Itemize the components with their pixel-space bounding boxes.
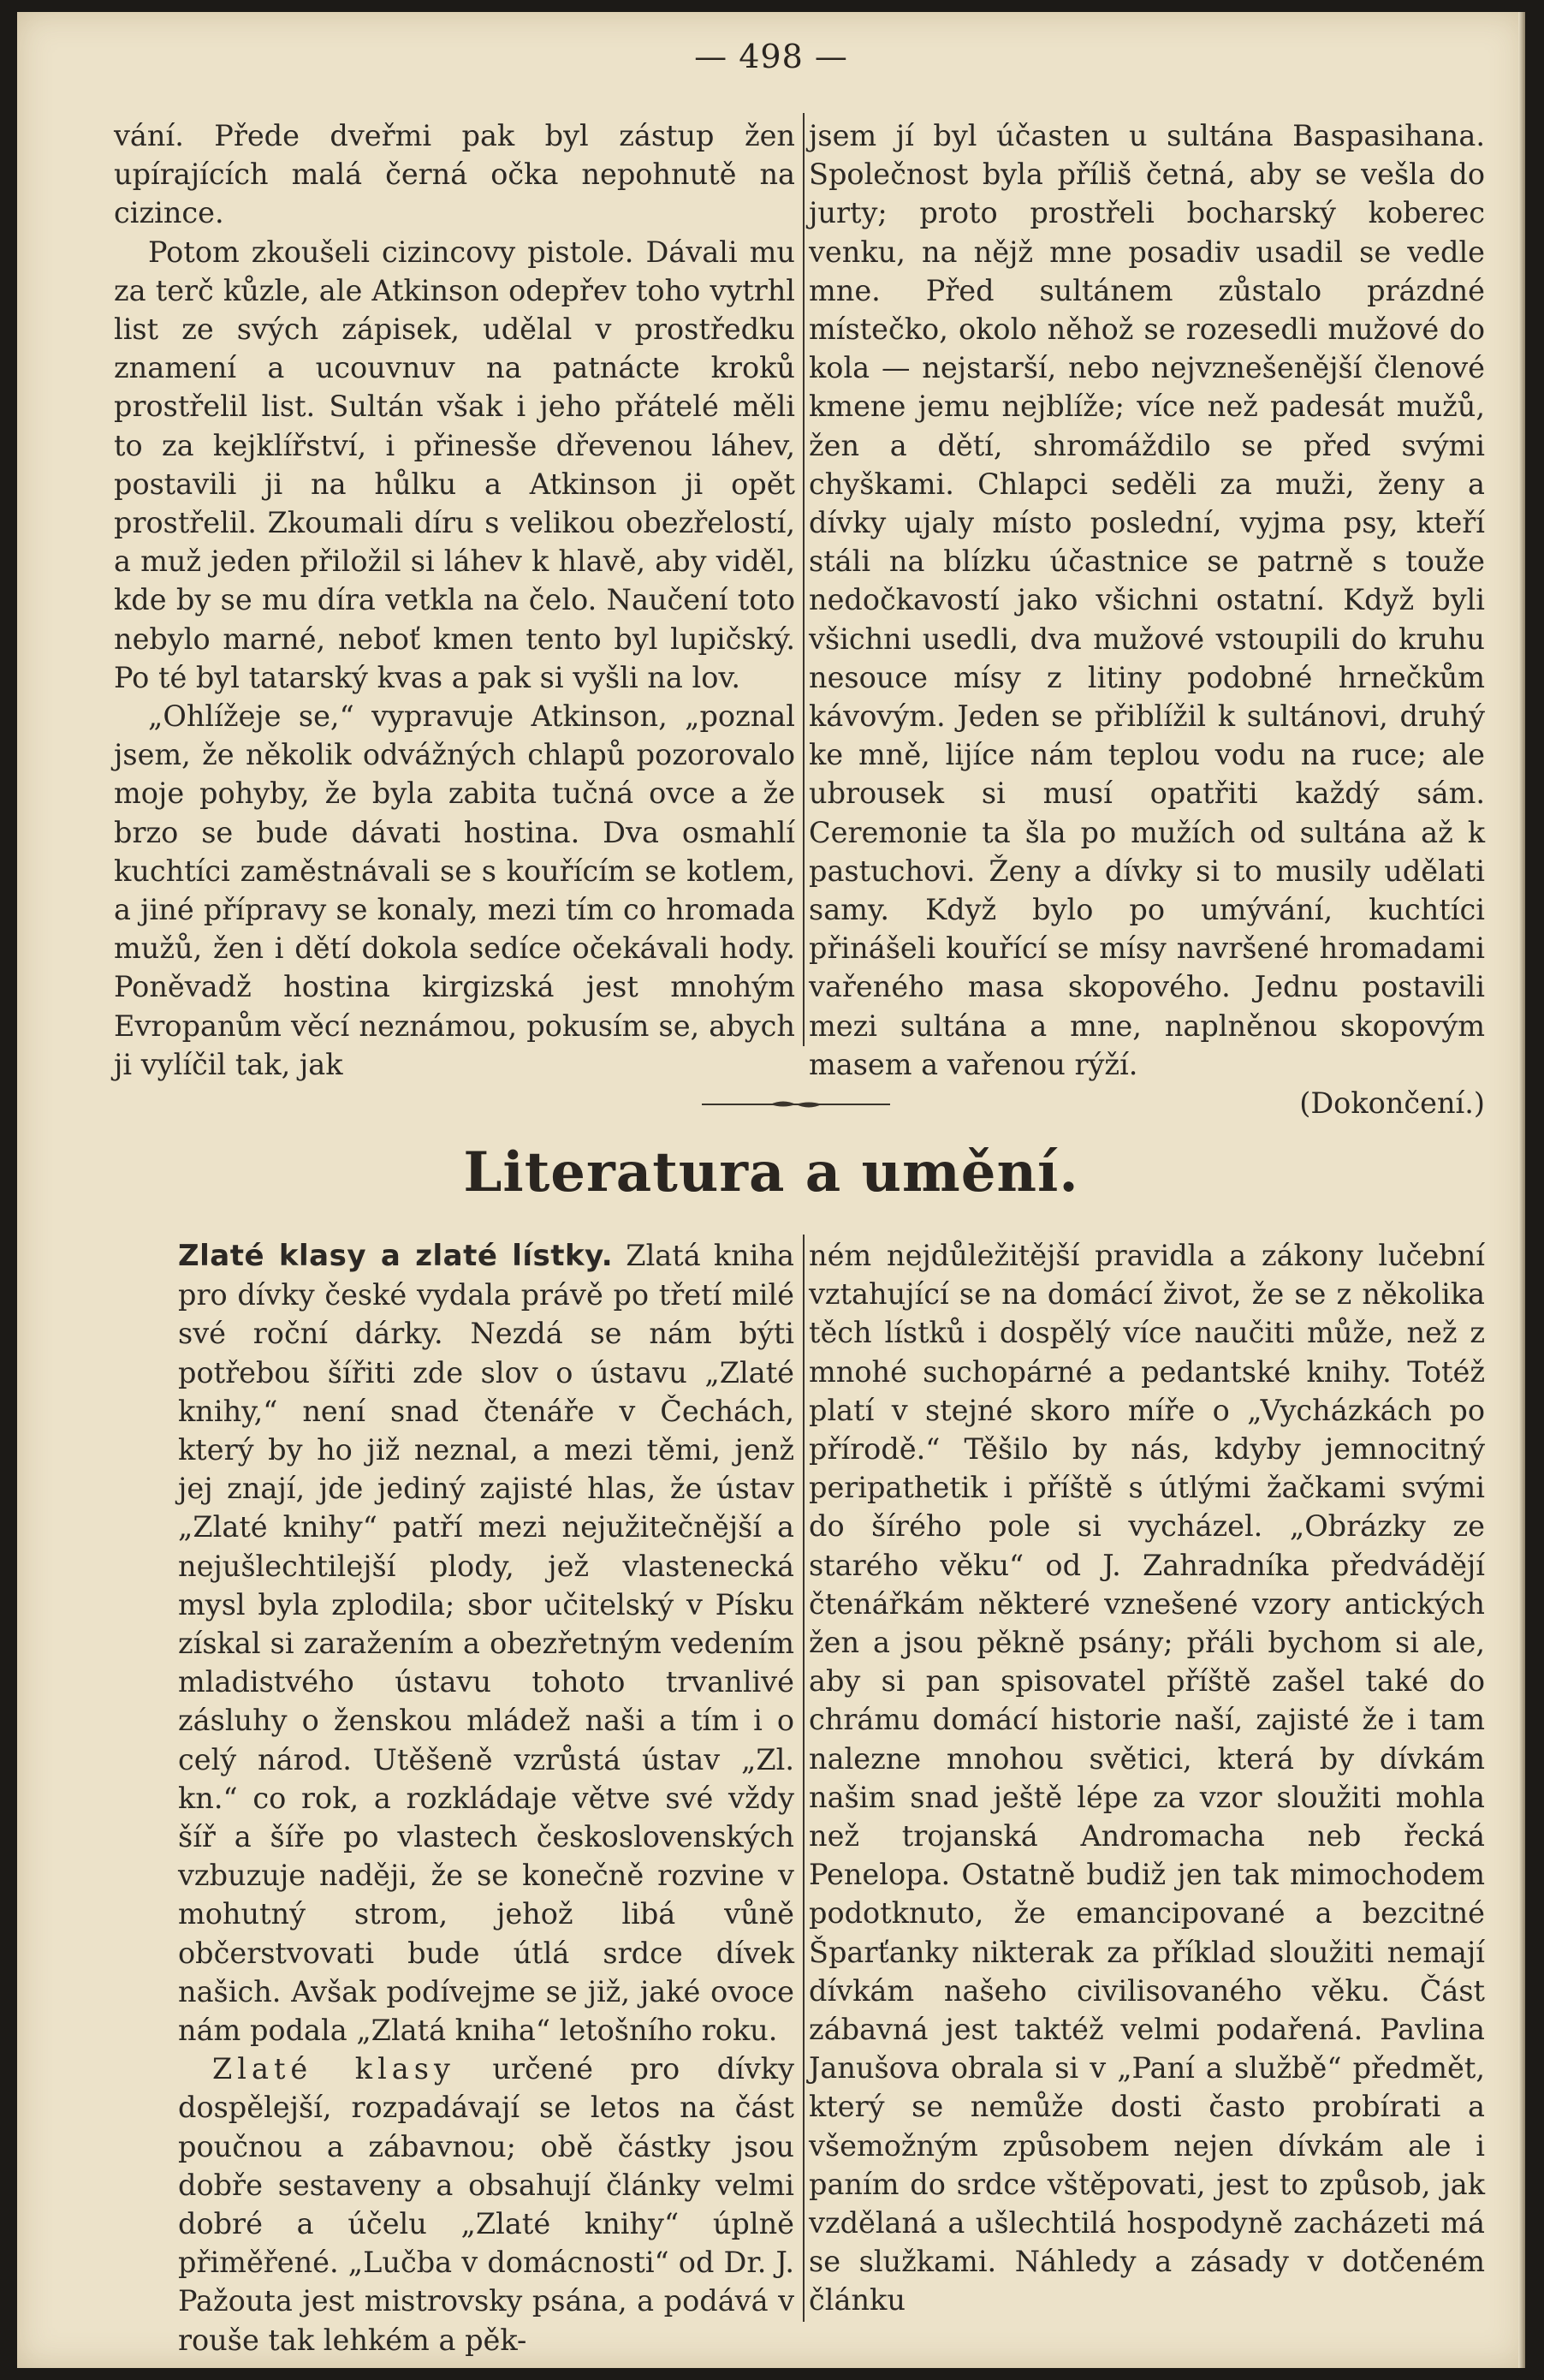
section-title: Literatura a umění. bbox=[463, 1140, 1079, 1205]
lead-phrase: Zlaté klasy bbox=[212, 2052, 455, 2086]
article-column-left bbox=[114, 116, 795, 1084]
paragraph: vání. Přede dveřmi pak byl zástup žen upírajících malá černá očka nepohnutě na cizince. bbox=[114, 119, 795, 230]
paragraph: „Ohlížeje se,“ vypravuje Atkinson, „poznal jsem, že několik odvážných chlapů pozorovalo moje pohyby, že byla zabita tučná ovce a že brzo se bude dávati hostina. Dva osmahlí kuchtíci zaměstnávali se s kouřícím se kotlem, a jiné přípravy se konaly, mezi tím co hromada mužů, žen i dětí dokola sedíce očekávali hody. Poněvadž hostina kirgizská jest mnohým Evropanům věcí neznámou, pokusím se, abych ji vylíčil tak, jak bbox=[114, 699, 795, 1081]
paragraph: jsem jí byl účasten u sultána Baspasihana. Společnost byla příliš četná, aby se vešla do jurty; proto prostřeli bocharský koberec venku, na nějž mne posadiv usadil se vedle mne. Před sultánem zůstalo prázdné místečko, okolo něhož se rozesedli mužové do kola — nejstarší, nebo nejvznešenější členové kmene jemu nejblíže; více než padesát mužů, žen a dětí, shromáždilo se před svými chyškami. Chlapci seděli za muži, ženy a dívky ujaly místo poslední, vyjma psy, kteří stáli na blízku účastnice se patrně s touže nedočkavostí jako všichni ostatní. Když byli všichni usedli, dva mužové vstoupili do kruhu nesouce mísy z litiny podobné hrnečkům kávovým. Jeden se přiblížil k sultánovi, druhý ke mně, lijíce nám teplou vodu na ruce; ale ubrousek si musí opatřiti každý sám. Ceremonie ta šla po mužích od sultána až k pastuchovi. Ženy a dívky si to musily udělati samy. Když bylo po umývání, kuchtíci přinášeli kouřící se mísy navršené hromadami vařeného masa skopového. Jednu postavili mezi sultána a mne, naplněnou skopovým masem a vařenou rýží. bbox=[809, 119, 1485, 1081]
column-rule bbox=[803, 113, 805, 1046]
paragraph bbox=[178, 2050, 794, 2359]
ornament-divider bbox=[702, 1098, 890, 1111]
paragraph: Potom zkoušeli cizincovy pistole. Dávali mu za terč kůzle, ale Atkinson odepřev toho vytrhl list ze svých zápisek, udělal v prostředku znamení a ucouvnuv na patnácte kroků prostřelil list. Sultán však i jeho přátelé měli to za kejklířství, i přinesše dřevenou láhev, postavili ji na hůlku a Atkinson ji opět prostřelil. Zkoumali díru s velikou obezřelostí, a muž jeden přiložil si láhev k hlavě, aby viděl, kde by se mu díra vetkla na čelo. Naučení toto nebylo marné, neboť kmen tento byl lupičský. Po té byl tatarský kvas a pak si vyšli na lov. bbox=[114, 235, 795, 694]
paragraph bbox=[178, 1236, 794, 2050]
page-number: — 498 — bbox=[694, 38, 848, 75]
continued-note: (Dokončení.) bbox=[1299, 1086, 1485, 1121]
review-column-right bbox=[809, 1236, 1485, 2320]
article-column-right bbox=[809, 116, 1485, 1122]
column-rule bbox=[803, 1235, 805, 2322]
page bbox=[17, 12, 1525, 2368]
review-column-left bbox=[178, 1236, 794, 2359]
review-title: Zlaté klasy a zlaté lístky. bbox=[178, 1239, 614, 1273]
paragraph-text: Zlatá kniha pro dívky české vydala právě po třetí milé své roční dárky. Nezdá se nám býti potřebou šířiti zde slov o ústavu „Zlaté knihy,“ není snad čtenáře v Čechách, který by ho již neznal, a mezi těmi, jenž jej znají, jde jediný zajisté hlas, že ústav „Zlaté knihy“ patří mezi nejužitečnější a nejušlechtilejší plody, jež vlastenecká mysl byla zplodila; sbor učitelský v Písku získal si zaražením a obezřetným vedením mladistvého ústavu tohoto trvanlivé zásluhy o ženskou mládež naši a tím i o celý národ. Utěšeně vzrůstá ústav „Zl. kn.“ co rok, a rozkládaje větve své vždy šíř a šíře po vlastech československých vzbuzuje naději, že se konečně rozvine v mohutný strom, jehož libá vůně občerstvovati bude útlá srdce dívek našich. Avšak podívejme se již, jaké ovoce nám podala „Zlatá kniha“ letošního roku. bbox=[178, 1239, 795, 2048]
paragraph-text: určené pro dívky dospělejší, rozpadávají se letos na část poučnou a zábavnou; obě částky jsou dobře sestaveny a obsahují články velmi dobré a účelu „Zlaté knihy“ úplně přiměřené. „Lučba v domácnosti“ od Dr. J. Pažouta jest mistrovsky psána, a podává v rouše tak lehkém a pěk- bbox=[178, 2052, 794, 2357]
paragraph: ném nejdůležitější pravidla a zákony lučební vztahující se na domácí život, že se z několika těch lístků i dospělý více naučiti může, než z mnohé suchopárné a pedantské knihy. Totéž platí v stejné skoro míře o „Vycházkách po přírodě.“ Těšilo by nás, kdyby jemnocitný peripathetik i příště s útlými žačkami svými do šírého pole si vycházel. „Obrázky ze starého věku“ od J. Zahradníka předvádějí čtenářkám některé vznešené vzory antických žen a jsou pěkně psány; přáli bychom si ale, aby si pan spisovatel příště zašel také do chrámu domácí historie naší, zajisté že i tam nalezne mnohou světici, která by dívkám našim snad ještě lépe za vzor sloužiti mohla než trojanská Andromacha neb řecká Penelopa. Ostatně budiž jen tak mimochodem podotknuto, že emancipované a bezcitné Šparťanky nikterak za příklad sloužiti nemají dívkám našeho civilisovaného věku. Část zábavná jest taktéž velmi podařená. Pavlina Janušova obrala si v „Paní a službě“ předmět, který se nemůže dosti často probírati a všemožným způsobem nejen dívkám ale i paním do srdce vštěpovati, jest to způsob, jak vzdělaná a ušlechtilá hospodyně zacházeti má se služkami. Náhledy a zásady v dotčeném článku bbox=[809, 1239, 1485, 2318]
